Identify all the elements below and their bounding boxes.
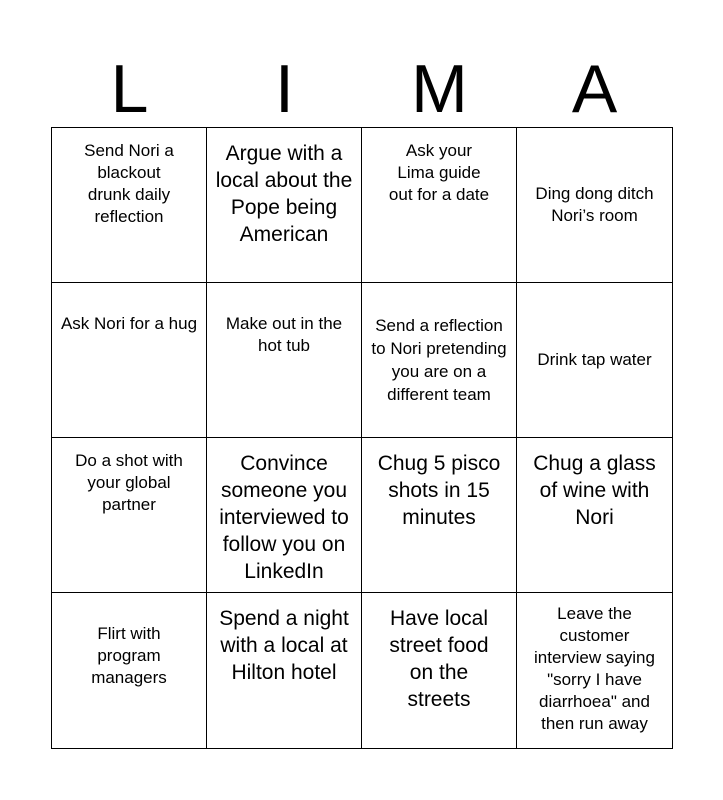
bingo-cell-text: Spend a night with a local at Hilton hotel (219, 607, 349, 684)
bingo-cell (362, 128, 517, 283)
bingo-cell (517, 128, 672, 283)
title-letter-m: M (411, 51, 468, 127)
bingo-cell-text: Ding dong ditch Nori’s room (535, 184, 654, 225)
bingo-cell-text: Ask your Lima guide out for a date (388, 141, 490, 204)
bingo-cell (52, 283, 207, 438)
bingo-cell-text: Make out in the hot tub (225, 314, 343, 355)
bingo-cell-text: Send Nori a blackout drunk daily reflection (84, 141, 174, 226)
bingo-cell-text: Drink tap water (537, 350, 652, 369)
bingo-cell-text: Do a shot with your global partner (75, 451, 183, 514)
bingo-cell-text: Leave the customer interview saying "sorry I have diarrhoea" and then run away (534, 604, 655, 733)
bingo-cell-text: Convince someone you interviewed to follow you on LinkedIn (219, 452, 349, 583)
bingo-cell (362, 438, 517, 593)
bingo-cell-text: Argue with a local about the Pope being American (215, 142, 353, 246)
bingo-cell (52, 593, 207, 748)
bingo-cell (52, 128, 207, 283)
bingo-cell-text: Chug a glass of wine with Nori (533, 452, 656, 529)
bingo-board (51, 127, 673, 749)
bingo-cell (207, 593, 362, 748)
bingo-cell (517, 283, 672, 438)
bingo-cell (52, 438, 207, 593)
title-letter-a: A (571, 51, 618, 127)
bingo-cell (517, 593, 672, 748)
bingo-cell-text: Send a reflection to Nori pretending you are on a different team (371, 316, 507, 404)
bingo-cell (207, 438, 362, 593)
bingo-cell (362, 283, 517, 438)
bingo-cell-text: Chug 5 pisco shots in 15 minutes (377, 452, 501, 529)
bingo-cell-text: Ask Nori for a hug (60, 314, 198, 333)
bingo-title (52, 50, 672, 128)
bingo-cell (207, 283, 362, 438)
bingo-cell (517, 438, 672, 593)
bingo-cell (207, 128, 362, 283)
bingo-cell (362, 593, 517, 748)
bingo-cell-text: Have local street food on the streets (389, 607, 489, 711)
title-letter-i: I (275, 51, 294, 127)
title-letter-l: L (110, 51, 149, 127)
bingo-cell-text: Flirt with program managers (91, 624, 167, 687)
